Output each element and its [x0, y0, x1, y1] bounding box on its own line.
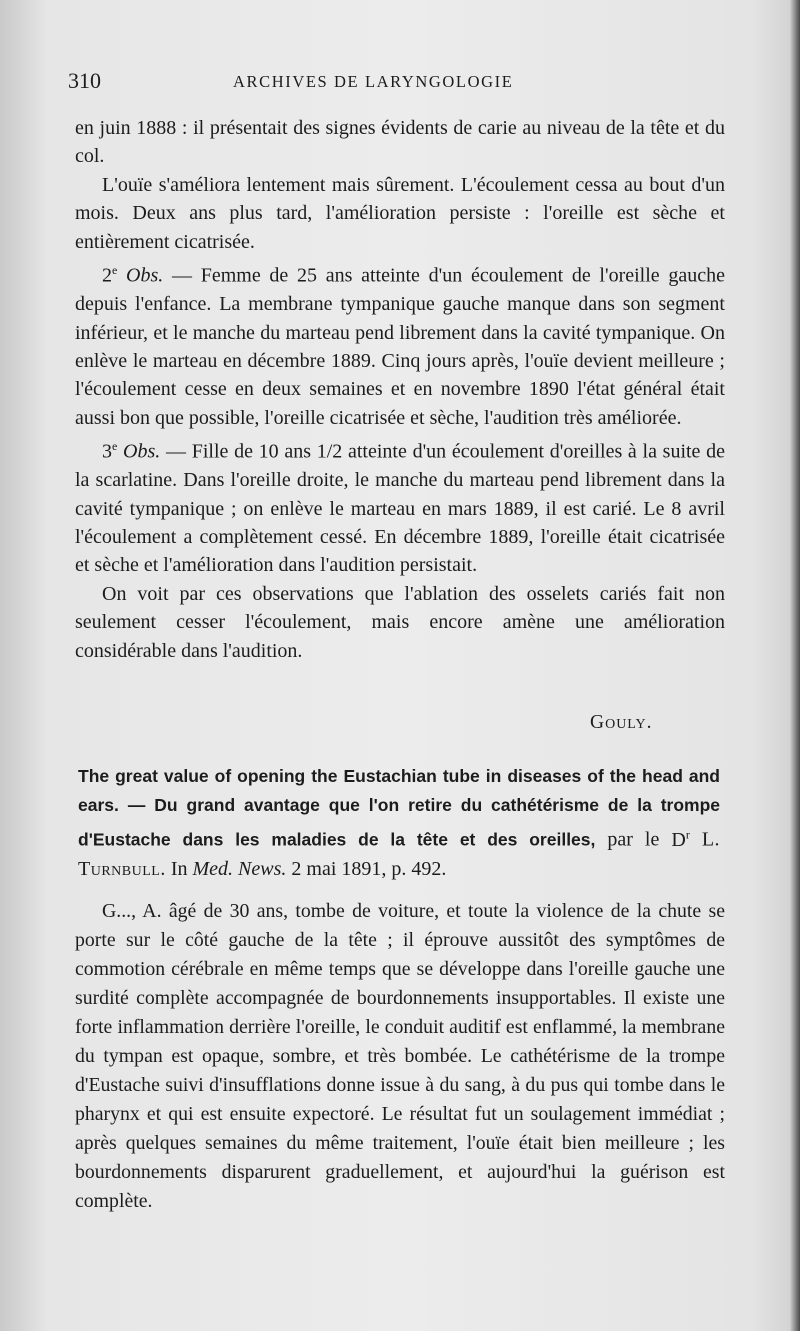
- doctor-abbr: [671, 829, 689, 851]
- running-head: ARCHIVES DE LARYNGOLOGIE: [233, 72, 514, 91]
- page-number: 310: [68, 68, 101, 93]
- case-report-paragraph: G..., A. âgé de 30 ans, tombe de voiture, et toute la violence de la chute se porte sur le côté gauche de la tête ; il éprouve aussitôt des symptômes de commotion cérébrale en même temps que se développe dans l'oreille gauche une surdité complète accompagnée de bourdonnements insupportables. Il existe une forte inflammation derrière l'oreille, le conduit auditif est enflammé, la membrane du tympan est opaque, sombre, et très bombée. Le cathétérisme de la trompe d'Eustache suivi d'insufflations donne issue à du sang, à du pus qui tombe dans le pharynx et qui est ensuite expectoré. Le résultat fut un soulagement immédiat ; après quelques semaines du même traitement, l'ouïe était bien meilleure ; les bourdonnements disparurent graduellement, et aujourd'hui la guérison est complète.: [75, 900, 725, 1212]
- citation: 2 mai 1891, p. 492.: [291, 857, 447, 880]
- obs2-number: 2: [102, 264, 112, 287]
- obs3-superscript: e: [112, 439, 118, 454]
- conclusion-paragraph: On voit par ces observations que l'ablation des osselets cariés fait non seulement cesser l'écoulement, mais encore amène une amélioration considérable dans l'audition.: [75, 582, 725, 662]
- obs2-text: — Femme de 25 ans atteinte d'un écoulement de l'oreille gauche depuis l'enfance. La membrane tympanique gauche manque dans son segment inférieur, et le manche du marteau pend librement dans la cavité tympanique. On enlève le marteau en décembre 1889. Cinq jours après, l'ouïe devient meilleure ; l'écoulement cesse en deux semaines et en novembre 1890 l'état général était aussi bon que possible, l'oreille cicatrisée et sèche, l'audition très améliorée.: [75, 264, 726, 429]
- first-section: [75, 114, 725, 665]
- page-edge-shadow: [790, 0, 800, 1331]
- obs3-number: 3: [102, 440, 112, 463]
- french-title: — Du grand avantage que l'on retire du cathétérisme de la trompe d'Eustache dans les maladies de la tête et des oreilles,: [78, 795, 720, 850]
- english-title: The great value of opening the Eustachian tube in diseases of the head and ears.: [78, 766, 720, 815]
- journal-name: Med. News.: [192, 857, 287, 880]
- obs2-superscript: e: [112, 263, 118, 278]
- observation-3: [75, 432, 725, 580]
- case-section: [75, 897, 725, 1216]
- author-signature: Gouly.: [590, 712, 653, 733]
- doctor-abbr-letter: D: [671, 828, 686, 851]
- obs2-label: Obs.: [126, 264, 164, 287]
- page-header: [68, 68, 718, 100]
- by-text: par le: [607, 828, 660, 851]
- observation-2: [75, 256, 725, 432]
- doctor-sup: r: [685, 827, 690, 841]
- in-label: In: [170, 857, 188, 880]
- continuation-paragraph: en juin 1888 : il présentait des signes évidents de carie au niveau de la tête et du col.: [75, 117, 725, 168]
- obs3-text: — Fille de 10 ans 1/2 atteinte d'un écoulement d'oreilles à la suite de la scarlatine. Dans l'oreille droite, le manche du marteau pend librement dans la cavité tympanique ; on enlève le marteau en mars 1889, il est carié. Le 8 avril l'écoulement a complètement cessé. En décembre 1889, l'oreille était cicatrisée et sèche et l'amélioration dans l'audition persistait.: [75, 440, 726, 577]
- article-author: L. Turnbull.: [78, 828, 721, 880]
- hearing-paragraph: L'ouïe s'améliora lentement mais sûrement. L'écoulement cessa au bout d'un mois. Deux ans plus tard, l'amélioration persiste : l'oreille est sèche et entièrement cicatrisée.: [75, 173, 725, 253]
- article-heading: [78, 762, 720, 884]
- obs3-label: Obs.: [123, 440, 161, 463]
